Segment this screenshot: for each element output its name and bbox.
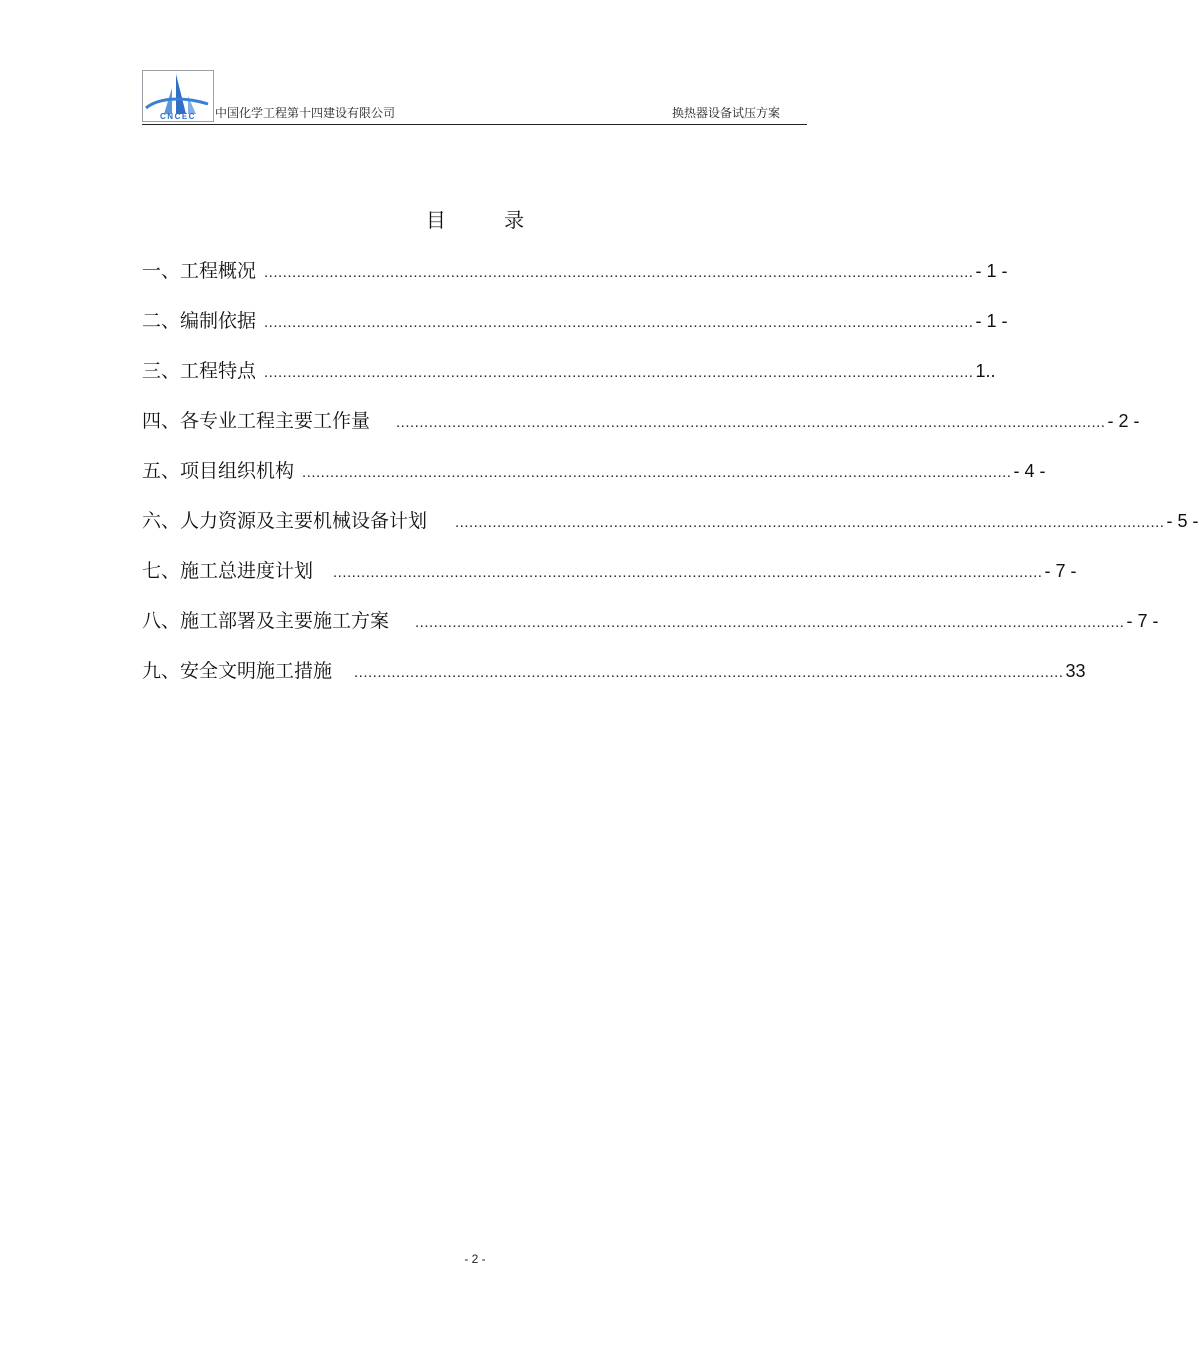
- toc-entry[interactable]: [142, 506, 1199, 556]
- toc-entry[interactable]: [142, 656, 1086, 706]
- toc-entry-label: 六、人力资源及主要机械设备计划: [142, 510, 428, 532]
- toc-entry-label: 三、工程特点: [142, 360, 257, 382]
- toc-entry[interactable]: [142, 406, 1140, 456]
- toc-entry[interactable]: [142, 556, 1077, 606]
- toc-entry[interactable]: [142, 456, 1046, 506]
- page-number: - 2 -: [464, 1252, 486, 1266]
- toc-leader-dots: ........................................................................................................................................................: [264, 314, 974, 331]
- toc-entry-label: 二、编制依据: [142, 310, 257, 332]
- toc-entry-label: 五、项目组织机构: [142, 460, 295, 482]
- toc-entry-page: - 4 -: [1013, 461, 1046, 481]
- page-header: [142, 70, 807, 125]
- toc-leader-dots: ........................................................................................................................................................: [302, 464, 1012, 481]
- toc-leader-dots: ........................................................................................................................................................: [396, 414, 1106, 431]
- toc-leader-dots: ........................................................................................................................................................: [264, 264, 974, 281]
- table-of-contents: [142, 256, 1199, 706]
- cncec-logo: [142, 70, 214, 122]
- toc-entry-page: - 2 -: [1107, 411, 1140, 431]
- toc-entry[interactable]: [142, 356, 996, 406]
- toc-entry-label: 四、各专业工程主要工作量: [142, 410, 371, 432]
- toc-entry-page: - 7 -: [1126, 611, 1159, 631]
- toc-entry-label: 七、施工总进度计划: [142, 560, 314, 582]
- toc-heading: 目 录: [425, 208, 551, 232]
- toc-entry-label: 九、安全文明施工措施: [142, 660, 333, 682]
- toc-entry-page: 1..: [975, 361, 996, 381]
- toc-entry-label: 八、施工部署及主要施工方案: [142, 610, 390, 632]
- toc-entry-page: 33: [1065, 661, 1086, 681]
- toc-leader-dots: ........................................................................................................................................................: [264, 364, 974, 381]
- toc-entry-page: - 7 -: [1044, 561, 1077, 581]
- toc-entry-page: - 5 -: [1166, 511, 1199, 531]
- toc-leader-dots: ........................................................................................................................................................: [333, 564, 1043, 581]
- toc-leader-dots: ........................................................................................................................................................: [455, 514, 1165, 531]
- toc-entry-page: - 1 -: [975, 311, 1008, 331]
- toc-leader-dots: ........................................................................................................................................................: [354, 664, 1064, 681]
- company-name: 中国化学工程第十四建设有限公司: [215, 106, 396, 120]
- toc-entry[interactable]: [142, 606, 1159, 656]
- document-title: 换热器设备试压方案: [671, 106, 780, 120]
- logo-text: CNCEC: [160, 112, 196, 121]
- toc-entry-label: 一、工程概况: [142, 260, 257, 282]
- toc-entry-page: - 1 -: [975, 261, 1008, 281]
- toc-entry[interactable]: [142, 256, 1008, 306]
- toc-entry[interactable]: [142, 306, 1008, 356]
- toc-leader-dots: ........................................................................................................................................................: [415, 614, 1125, 631]
